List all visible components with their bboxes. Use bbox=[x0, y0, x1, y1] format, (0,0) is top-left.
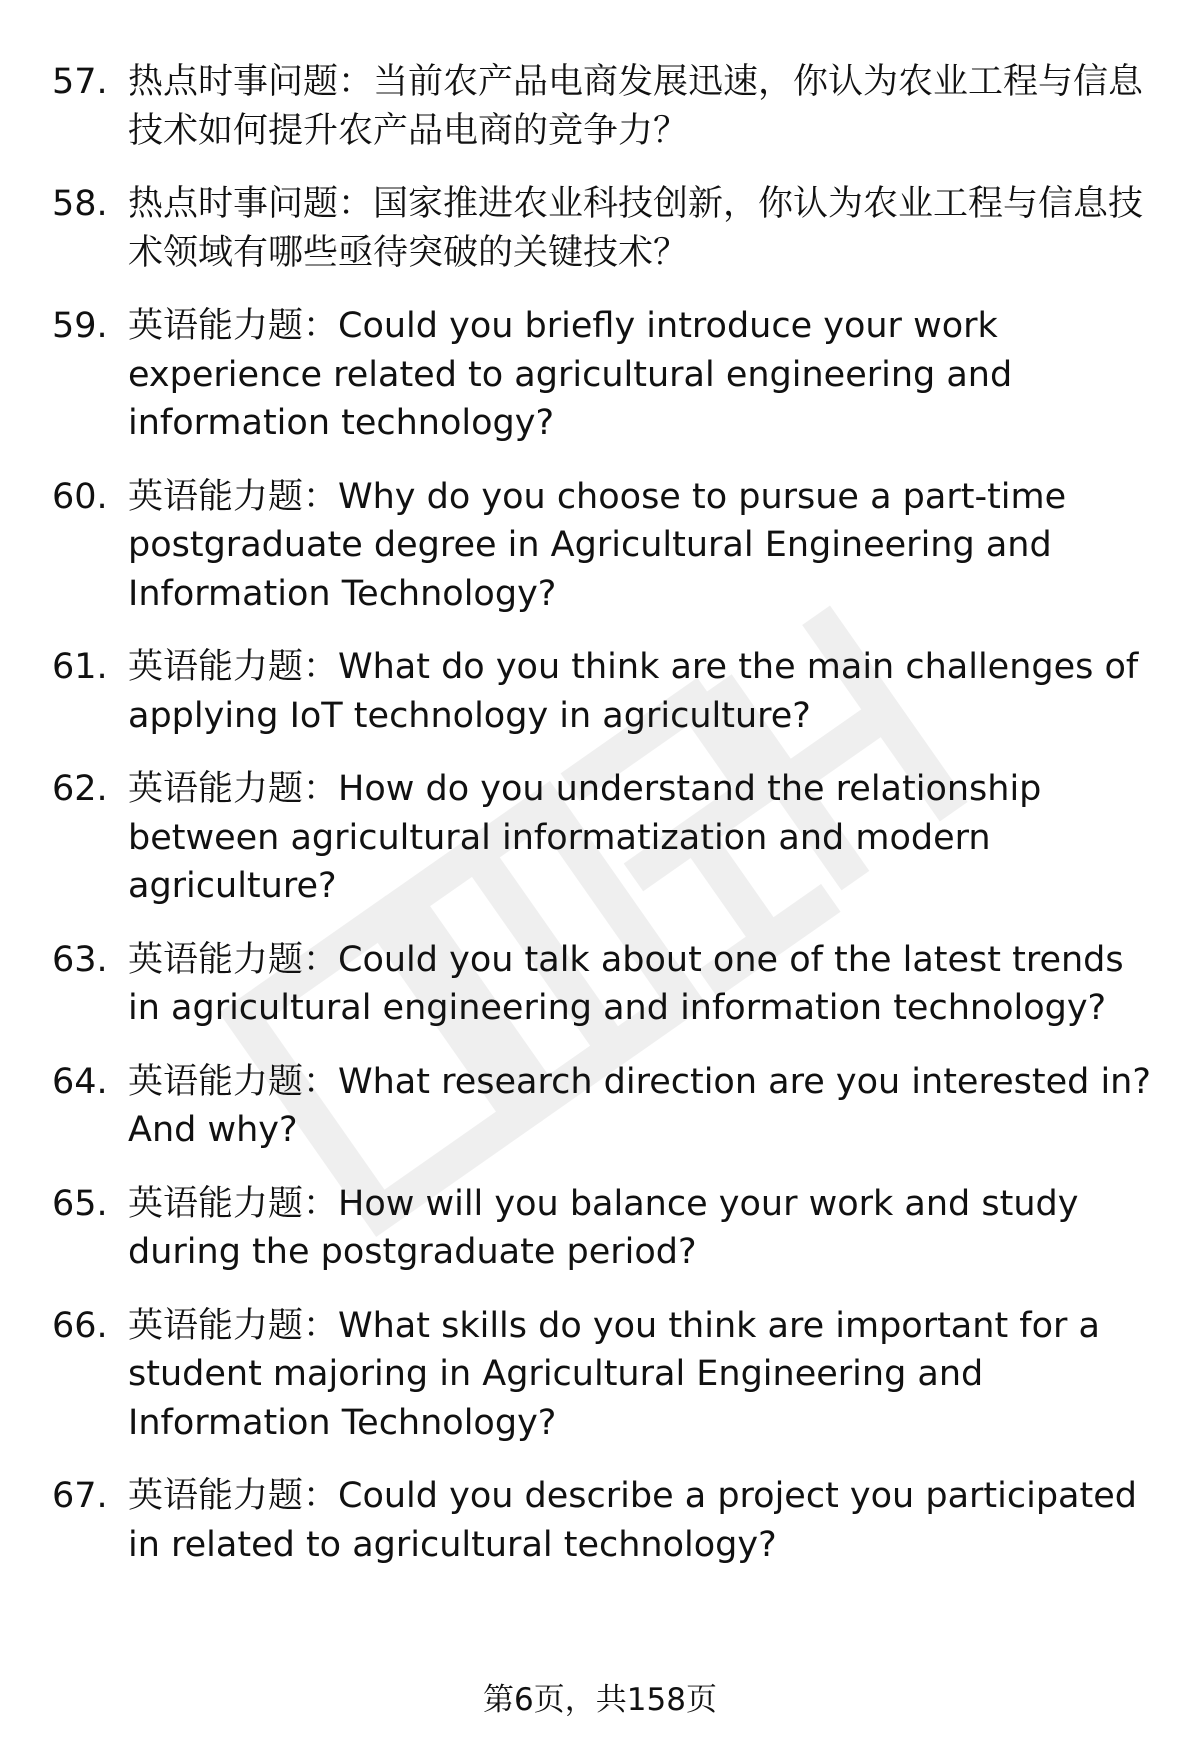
question-item bbox=[0, 1302, 1200, 1448]
question-number: 63. bbox=[52, 939, 108, 980]
question-number: 61. bbox=[52, 647, 108, 687]
question-number: 58. bbox=[52, 184, 108, 224]
question-item bbox=[0, 643, 1200, 740]
question-text: 英语能力题：What research direction are you interested in? And why? bbox=[128, 1061, 1151, 1150]
question-item bbox=[0, 936, 1200, 1033]
question-number: 65. bbox=[52, 1183, 108, 1224]
question-text: 热点时事问题：当前农产品电商发展迅速，你认为农业工程与信息技术如何提升农产品电商的竞争力？ bbox=[128, 62, 1144, 151]
question-text: 英语能力题：Could you describe a project you participated in related to agricultural technology? bbox=[128, 1476, 1137, 1565]
question-item bbox=[0, 473, 1200, 619]
question-number: 64. bbox=[52, 1061, 108, 1102]
question-item bbox=[0, 58, 1200, 155]
question-item bbox=[0, 180, 1200, 277]
question-number: 62. bbox=[52, 769, 108, 809]
question-item bbox=[0, 765, 1200, 911]
question-number: 59. bbox=[52, 306, 108, 346]
question-text: 英语能力题：Could you talk about one of the latest trends in agricultural engineering and information technology? bbox=[128, 939, 1124, 1028]
question-text: 英语能力题：Why do you choose to pursue a part-time postgraduate degree in Agricultural Engineering and Information Technology? bbox=[128, 476, 1067, 614]
question-item bbox=[0, 1472, 1200, 1569]
question-list bbox=[0, 58, 1200, 1594]
question-text: 英语能力题：How do you understand the relationship between agricultural informatization and modern agriculture? bbox=[128, 769, 1042, 906]
question-text: 英语能力题：What skills do you think are important for a student majoring in Agricultural Engineering and Information Technology? bbox=[128, 1305, 1100, 1443]
question-item bbox=[0, 302, 1200, 448]
question-number: 57. bbox=[52, 62, 108, 102]
question-number: 67. bbox=[52, 1476, 108, 1516]
question-number: 66. bbox=[52, 1305, 108, 1346]
page-number: 第6页，共158页 bbox=[483, 1682, 717, 1718]
question-item bbox=[0, 1058, 1200, 1155]
question-item bbox=[0, 1180, 1200, 1277]
question-text: 英语能力题：What do you think are the main challenges of applying IoT technology in agriculture? bbox=[128, 647, 1139, 736]
question-text: 英语能力题：Could you briefly introduce your work experience related to agricultural engineering and information technology? bbox=[128, 306, 1013, 443]
question-number: 60. bbox=[52, 476, 108, 517]
question-text: 热点时事问题：国家推进农业科技创新，你认为农业工程与信息技术领域有哪些亟待突破的关键技术？ bbox=[128, 184, 1144, 273]
question-text: 英语能力题：How will you balance your work and study during the postgraduate period? bbox=[128, 1183, 1079, 1272]
